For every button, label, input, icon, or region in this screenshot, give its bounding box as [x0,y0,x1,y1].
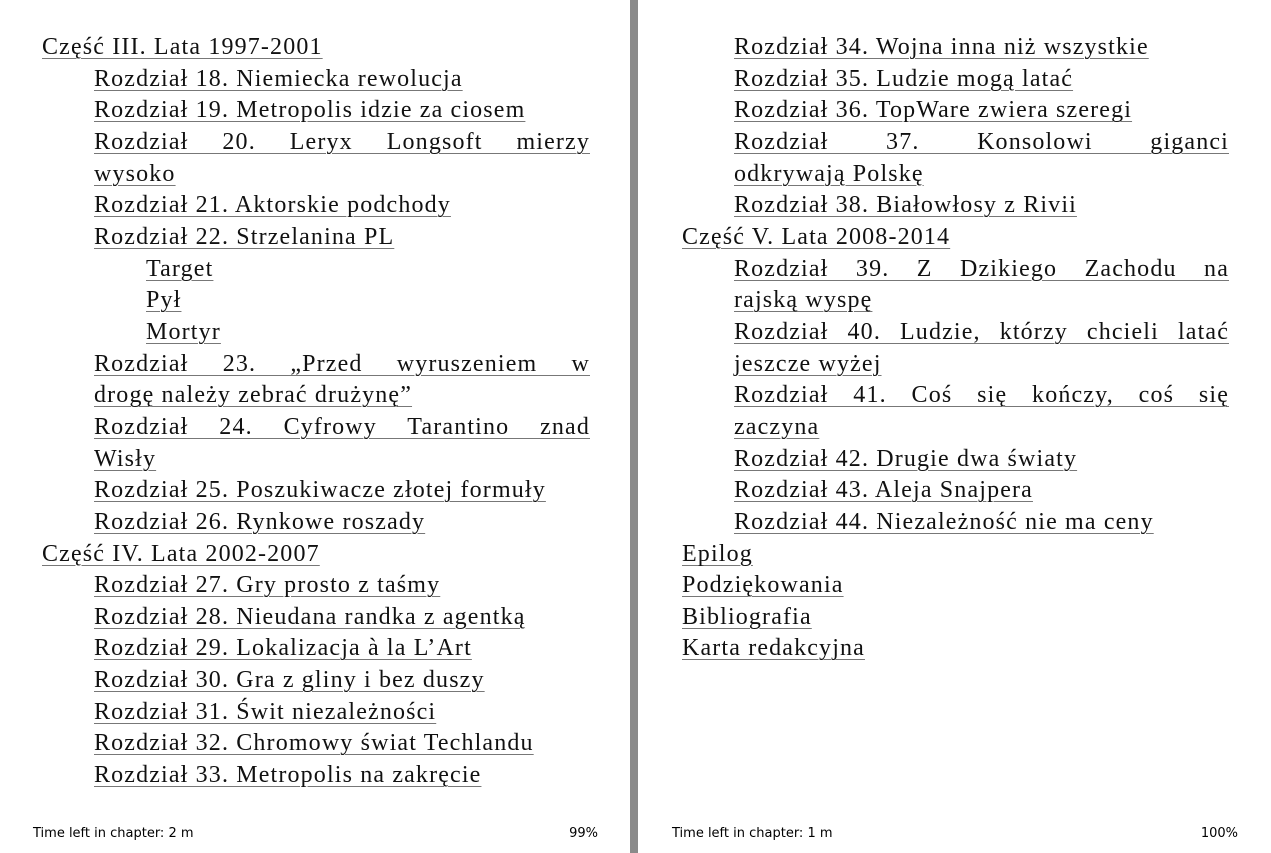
toc-entry-text: Rozdział 22. Strzelanina PL [94,223,395,250]
toc-entry-text: zaczyna [734,413,820,440]
toc-entry-text: Pył [146,287,182,314]
toc-entry-text: Rozdział 31. Świt niezależności [94,698,437,725]
toc-chapter-link[interactable] [734,444,1229,476]
table-of-contents [682,32,1229,665]
toc-entry-text: odkrywają Polskę [734,160,924,187]
table-of-contents [42,32,590,792]
toc-entry-text: Rozdział 41. Coś się kończy, coś się [734,382,1229,409]
toc-entry-text: Wisły [94,445,157,472]
toc-part-link[interactable] [682,222,1229,254]
toc-chapter-link[interactable] [94,665,590,697]
time-left-in-chapter: Time left in chapter: 1 m [672,826,833,841]
toc-chapter-link[interactable] [734,95,1229,127]
toc-part-link[interactable] [42,32,590,64]
toc-chapter-link[interactable] [94,64,590,96]
toc-entry-text: Rozdział 35. Ludzie mogą latać [734,65,1074,92]
toc-chapter-link[interactable] [94,728,590,760]
toc-chapter-link[interactable] [734,507,1229,539]
toc-chapter-link[interactable] [94,602,590,634]
toc-section-link[interactable] [146,254,590,286]
toc-entry-text: Bibliografia [682,603,812,630]
toc-chapter-link[interactable] [734,254,1229,317]
right-page [638,0,1271,853]
toc-entry-text: Rozdział 18. Niemiecka rewolucja [94,65,463,92]
reading-progress: 100% [1200,826,1238,841]
toc-chapter-link[interactable] [94,507,590,539]
toc-entry-text: wysoko [94,160,176,187]
toc-entry-text: Rozdział 42. Drugie dwa światy [734,445,1078,472]
toc-entry-text: Rozdział 30. Gra z gliny i bez duszy [94,667,485,694]
toc-chapter-link[interactable] [94,697,590,729]
toc-chapter-link[interactable] [94,127,590,190]
toc-entry-text: Rozdział 39. Z Dzikiego Zachodu na [734,255,1229,282]
toc-entry-text: rajską wyspę [734,287,873,314]
toc-entry-text: Rozdział 36. TopWare zwiera szeregi [734,97,1133,124]
left-page [0,0,630,853]
toc-entry-text: Rozdział 38. Białowłosy z Rivii [734,192,1077,219]
toc-entry-text: Karta redakcyjna [682,635,865,662]
toc-chapter-link[interactable] [94,475,590,507]
toc-entry-text: drogę należy zebrać drużynę” [94,382,413,409]
toc-entry-text: Podziękowania [682,572,844,599]
toc-entry-text: Rozdział 19. Metropolis idzie za ciosem [94,97,526,124]
toc-entry-text: Część IV. Lata 2002-2007 [42,540,320,567]
toc-entry-text: Część III. Lata 1997-2001 [42,34,323,60]
toc-entry-text: Rozdział 24. Cyfrowy Tarantino znad [94,413,590,440]
toc-entry-text: Rozdział 28. Nieudana randka z agentką [94,603,526,630]
toc-entry-text: Rozdział 40. Ludzie, którzy chcieli latać [734,318,1229,345]
toc-chapter-link[interactable] [734,32,1229,64]
toc-chapter-link[interactable] [734,317,1229,380]
toc-entry-text: Rozdział 23. „Przed wyruszeniem w [94,350,590,377]
toc-section-link[interactable] [146,285,590,317]
toc-part-link[interactable] [682,633,1229,665]
reading-progress: 99% [569,826,598,841]
toc-entry-text: Rozdział 26. Rynkowe roszady [94,508,426,535]
toc-chapter-link[interactable] [734,475,1229,507]
time-left-in-chapter: Time left in chapter: 2 m [33,826,194,841]
toc-chapter-link[interactable] [734,127,1229,190]
toc-entry-text: Rozdział 21. Aktorskie podchody [94,192,451,219]
toc-chapter-link[interactable] [94,222,590,254]
toc-entry-text: jeszcze wyżej [734,350,882,377]
toc-entry-text: Część V. Lata 2008-2014 [682,223,951,250]
toc-part-link[interactable] [42,539,590,571]
toc-entry-text: Target [146,255,214,282]
toc-chapter-link[interactable] [734,64,1229,96]
toc-chapter-link[interactable] [94,190,590,222]
toc-chapter-link[interactable] [94,412,590,475]
toc-chapter-link[interactable] [94,570,590,602]
toc-entry-text: Mortyr [146,318,221,345]
toc-entry-text: Rozdział 43. Aleja Snajpera [734,477,1033,504]
toc-entry-text: Rozdział 32. Chromowy świat Techlandu [94,730,534,757]
toc-entry-text: Rozdział 37. Konsolowi giganci [734,128,1229,155]
toc-part-link[interactable] [682,602,1229,634]
toc-chapter-link[interactable] [94,95,590,127]
toc-entry-text: Epilog [682,540,753,567]
page-divider [630,0,638,853]
toc-entry-text: Rozdział 25. Poszukiwacze złotej formuły [94,477,546,504]
toc-entry-text: Rozdział 20. Leryx Longsoft mierzy [94,128,590,155]
toc-section-link[interactable] [146,317,590,349]
toc-entry-text: Rozdział 33. Metropolis na zakręcie [94,762,482,789]
toc-part-link[interactable] [682,570,1229,602]
toc-chapter-link[interactable] [734,380,1229,443]
toc-part-link[interactable] [682,539,1229,571]
toc-chapter-link[interactable] [734,190,1229,222]
toc-chapter-link[interactable] [94,349,590,412]
toc-entry-text: Rozdział 27. Gry prosto z taśmy [94,572,441,599]
toc-entry-text: Rozdział 44. Niezależność nie ma ceny [734,508,1154,535]
toc-entry-text: Rozdział 29. Lokalizacja à la L’Art [94,635,472,662]
toc-chapter-link[interactable] [94,760,590,792]
toc-entry-text: Rozdział 34. Wojna inna niż wszystkie [734,34,1149,60]
toc-chapter-link[interactable] [94,633,590,665]
